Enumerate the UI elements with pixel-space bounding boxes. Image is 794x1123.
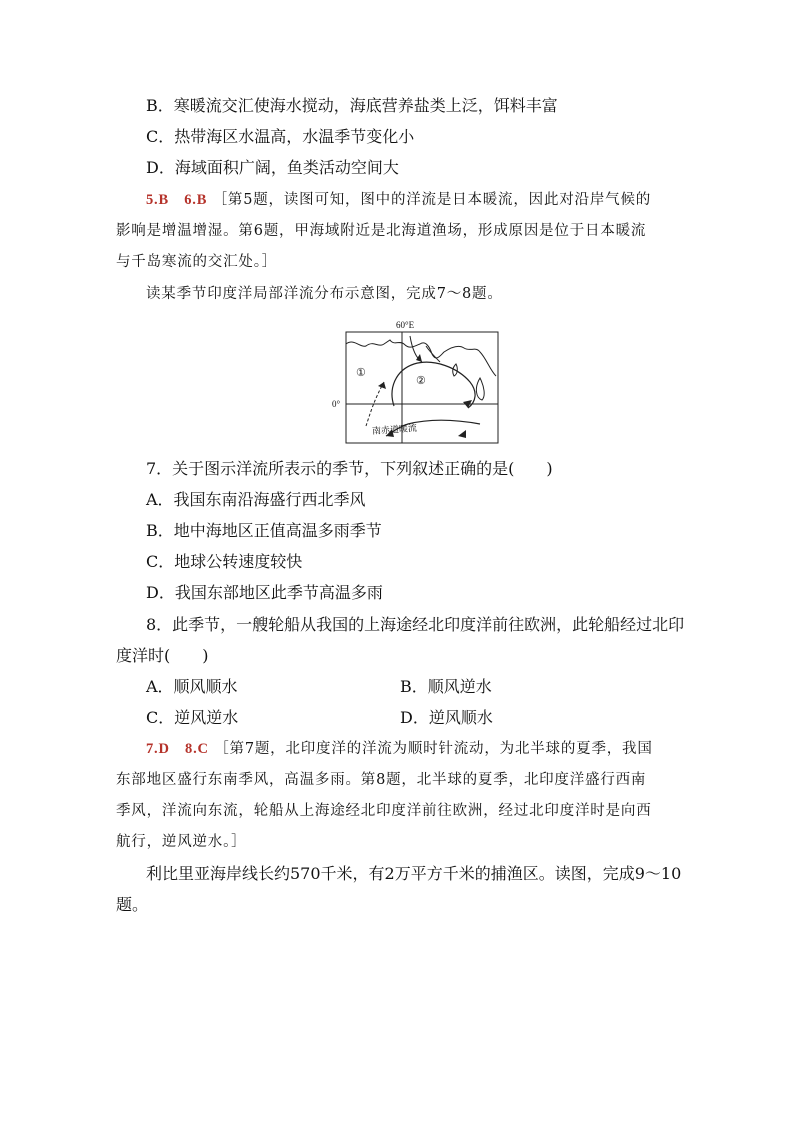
marker-1: ①: [356, 367, 366, 379]
map-frame: [346, 332, 498, 443]
answer-7-8-line2: 东部地区盛行东南季风，高温多雨。第8题，北半球的夏季，北印度洋盛行西南: [116, 772, 647, 788]
q7-option-b: B．地中海地区正值高温多雨季节: [146, 521, 382, 540]
current-bay: [426, 346, 440, 362]
answer-7-8-text1: ［第7题，北印度洋的洋流为顺时针流动，为北半球的夏季，我国: [214, 741, 653, 757]
answer-5-6-text1: ［第5题，读图可知，图中的洋流是日本暖流，因此对沿岸气候的: [212, 192, 652, 208]
q8-option-a: A．顺风顺水: [146, 677, 238, 696]
q8-stem-line1: 8．此季节，一艘轮船从我国的上海途经北印度洋前往欧洲，此轮船经过北印: [146, 615, 685, 634]
label-60e: 60°E: [396, 320, 415, 330]
q8-stem-line2: 度洋时( ): [116, 646, 209, 665]
q8-option-b: B．顺风逆水: [400, 677, 492, 696]
answer-7-8-line3: 季风，洋流向东流，轮船从上海途经北印度洋前往欧洲，经过北印度洋时是向西: [116, 803, 652, 819]
q8-option-c: C．逆风逆水: [146, 708, 239, 727]
answer-5-6-line3: 与千岛寒流的交汇处。］: [116, 254, 278, 270]
q7-option-c: C．地球公转速度较快: [146, 552, 303, 571]
label-south-equatorial: 南赤道暖流: [371, 422, 418, 436]
label-equator: 0°: [332, 399, 341, 409]
q7-option-d: D．我国东部地区此季节高温多雨: [146, 583, 383, 602]
island: [476, 378, 484, 400]
answer-7-8-line1: [146, 738, 653, 760]
indian-ocean-current-map: [330, 318, 500, 446]
q4-option-c: C．热带海区水温高，水温季节变化小: [146, 127, 415, 146]
answer-key-7-8: 7.D 8.C: [146, 741, 209, 757]
monsoon-current: [392, 362, 475, 408]
q4-option-b: B．寒暖流交汇使海水搅动，海底营养盐类上泛，饵料丰富: [146, 96, 558, 115]
intro-7-8: 读某季节印度洋局部洋流分布示意图，完成7～8题。: [146, 286, 503, 302]
intro-9-10-line2: 题。: [116, 895, 149, 914]
intro-9-10-line1: 利比里亚海岸线长约570千米，有2万平方千米的捕渔区。读图，完成9～10: [146, 864, 682, 883]
q8-option-d: D．逆风顺水: [400, 708, 493, 727]
answer-5-6-line1: [146, 189, 651, 211]
answer-5-6-line2: 影响是增温增湿。第6题，甲海域附近是北海道渔场，形成原因是位于日本暖流: [116, 223, 647, 239]
q7-option-a: A．我国东南沿海盛行西北季风: [146, 490, 366, 509]
q4-option-d: D．海域面积广阔，鱼类活动空间大: [146, 158, 399, 177]
marker-2: ②: [416, 375, 426, 387]
arrow-somali: [378, 382, 386, 389]
answer-key-5-6: 5.B 6.B: [146, 192, 208, 208]
arrow-west-2: [458, 430, 466, 438]
arrow-down: [416, 354, 422, 362]
answer-7-8-line4: 航行，逆风逆水。］: [116, 834, 247, 850]
q7-stem: 7．关于图示洋流所表示的季节，下列叙述正确的是( ): [146, 459, 553, 478]
